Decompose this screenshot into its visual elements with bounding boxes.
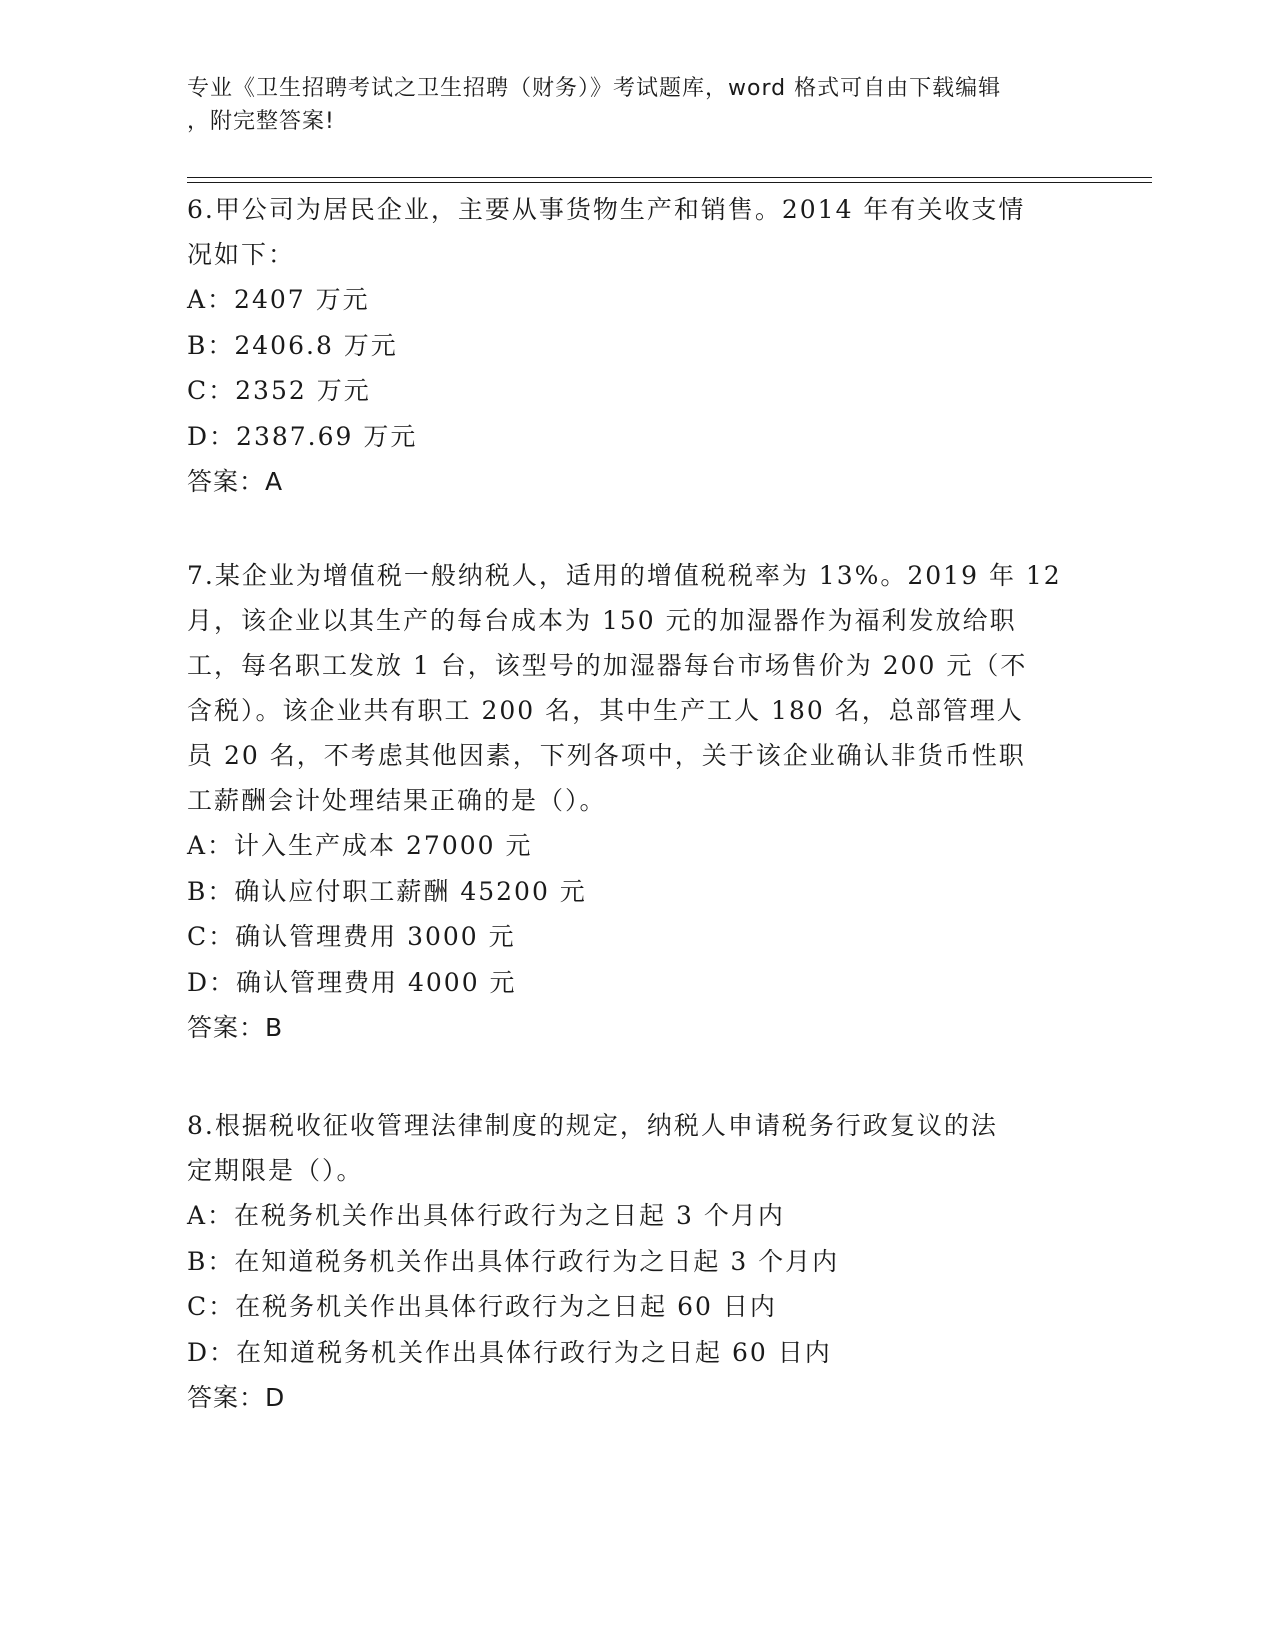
question-6: [187, 187, 1077, 504]
option-d: D：在知道税务机关作出具体行政行为之日起 60 日内: [187, 1337, 832, 1367]
option-a: A：计入生产成本 27000 元: [187, 831, 533, 860]
stem-line: 8.根据税收征收管理法律制度的规定，纳税人申请税务行政复议的法: [187, 1111, 998, 1140]
stem-line: 含税）。该企业共有职工 200 名，其中生产工人 180 名，总部管理人: [187, 696, 1024, 725]
option-d: D：确认管理费用 4000 元: [187, 967, 517, 997]
option-c: C：确认管理费用 3000 元: [187, 922, 516, 951]
stem-line: 工，每名职工发放 1 台，该型号的加湿器每台市场售价为 200 元（不: [187, 651, 1028, 680]
document-header: [187, 72, 1067, 138]
question-7: [187, 553, 1077, 1050]
stem-line: 定期限是（）。: [187, 1156, 364, 1185]
header-line-1: 专业《卫生招聘考试之卫生招聘（财务）》考试题库，word 格式可自由下载编辑: [187, 76, 1002, 101]
answer-label: 答案：D: [187, 1383, 286, 1412]
question-8: [187, 1103, 1077, 1420]
stem-line: 6.甲公司为居民企业，主要从事货物生产和销售。2014 年有关收支情: [187, 195, 1026, 224]
option-b: B：确认应付职工薪酬 45200 元: [187, 876, 587, 906]
stem-line: 工薪酬会计处理结果正确的是（）。: [187, 786, 607, 815]
option-d: D：2387.69 万元: [187, 421, 418, 451]
option-b: B：2406.8 万元: [187, 330, 398, 360]
option-b: B：在知道税务机关作出具体行政行为之日起 3 个月内: [187, 1246, 840, 1276]
option-a: A：在税务机关作出具体行政行为之日起 3 个月内: [187, 1201, 785, 1230]
question-stem: [187, 187, 1077, 277]
stem-line: 7.某企业为增值税一般纳税人，适用的增值税税率为 13%。2019 年 12: [187, 561, 1062, 590]
header-line-2: ，附完整答案!: [187, 109, 335, 134]
question-stem: [187, 553, 1077, 823]
stem-line: 月，该企业以其生产的每台成本为 150 元的加湿器作为福利发放给职: [187, 606, 1017, 635]
header-divider-top: [187, 177, 1152, 178]
answer-label: 答案：A: [187, 467, 284, 496]
stem-line: 员 20 名，不考虑其他因素，下列各项中，关于该企业确认非货币性职: [187, 741, 1026, 770]
header-divider-bottom: [187, 182, 1152, 183]
answer-label: 答案：B: [187, 1013, 284, 1042]
question-stem: [187, 1103, 1077, 1193]
stem-line: 况如下：: [187, 240, 296, 269]
option-c: C：2352 万元: [187, 376, 371, 405]
option-c: C：在税务机关作出具体行政行为之日起 60 日内: [187, 1292, 777, 1321]
option-a: A：2407 万元: [187, 285, 370, 314]
